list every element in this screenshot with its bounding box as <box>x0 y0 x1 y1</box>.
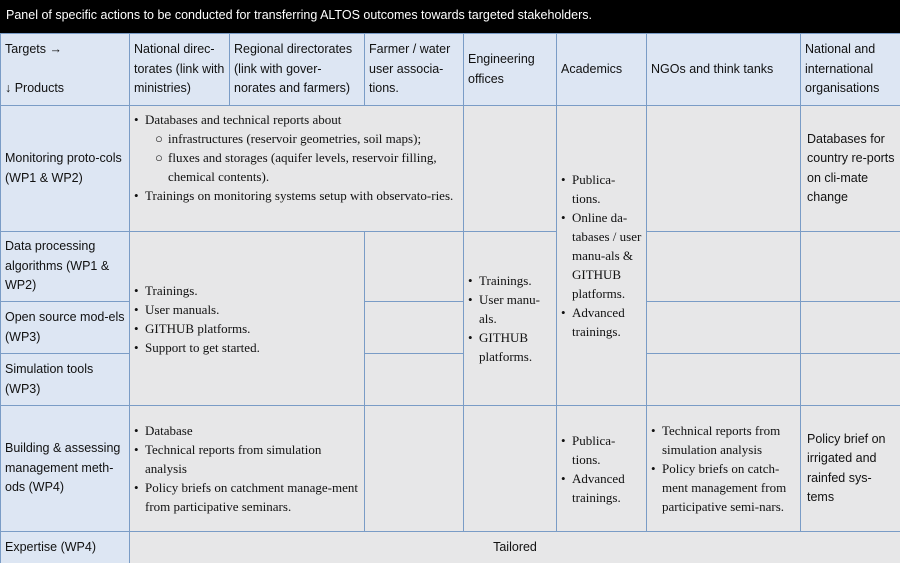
product-expertise: Expertise (WP4) <box>1 532 130 563</box>
cell-data-ngos <box>647 232 801 302</box>
list-item: • GITHUB platforms. <box>134 320 251 336</box>
actions-table <box>0 33 900 563</box>
cell-academics-main <box>557 106 647 406</box>
corner-header <box>1 34 130 106</box>
header-row <box>1 34 900 106</box>
cell-mgmt-academics <box>557 406 647 532</box>
list-item: • Publica-tions. <box>561 172 616 206</box>
cell-sim-ngos <box>647 354 801 406</box>
list-item: • User manu-als. <box>468 292 541 326</box>
list-item: • Publica-tions. <box>561 432 616 467</box>
row-expertise <box>1 532 900 563</box>
cell-open-farmers <box>365 302 464 354</box>
cell-data-farmers <box>365 232 464 302</box>
list-item: • Technical reports from simulation analysis <box>134 442 322 476</box>
list-item: • Policy briefs on catchment manage-ment from participative seminars. <box>134 480 358 514</box>
cell-mgmt-directorates <box>130 406 365 532</box>
mgmt-academics-list <box>561 431 642 507</box>
mgmt-list <box>134 421 360 516</box>
table-caption: Panel of specific actions to be conducted for transferring ALTOS outcomes towards targeted stakeholders. <box>0 0 900 33</box>
row-data-processing <box>1 232 900 302</box>
cell-data-international <box>801 232 900 302</box>
row-monitoring <box>1 106 900 232</box>
product-simulation-tools: Simulation tools (WP3) <box>1 354 130 406</box>
row-management <box>1 406 900 532</box>
cell-sim-farmers <box>365 354 464 406</box>
monitoring-sublist <box>145 129 459 186</box>
list-item: • Support to get started. <box>134 339 260 355</box>
list-item: ○ fluxes and storages (aquifer levels, reservoir filling, chemical contents). <box>155 150 437 184</box>
cell-mgmt-international: Policy brief on irrigated and rainfed sys-tems <box>801 406 900 532</box>
list-item: • Online da-tabases / user manu-als & GITHUB platforms. <box>561 210 642 301</box>
targets-label: Targets → <box>5 42 62 56</box>
academics-list <box>561 170 642 341</box>
cell-mgmt-farmers <box>365 406 464 532</box>
cell-expertise-tailored: Tailored <box>130 532 900 563</box>
cell-mgmt-engineering <box>464 406 557 532</box>
list-item: • GITHUB platforms. <box>468 330 533 364</box>
product-management-methods: Building & assessing management meth-ods (WP4) <box>1 406 130 532</box>
cell-monitoring-engineering <box>464 106 557 232</box>
cell-monitoring-directorates <box>130 106 464 232</box>
cell-monitoring-international: Databases for country re-ports on cli-mate change <box>801 106 900 232</box>
header-regional-directorates: Regional directorates (link with gover-norates and farmers) <box>230 34 365 106</box>
product-monitoring-protocols: Monitoring proto-cols (WP1 & WP2) <box>1 106 130 232</box>
header-farmer-associations: Farmer / water user associa-tions. <box>365 34 464 106</box>
cell-open-international <box>801 302 900 354</box>
cell-sim-international <box>801 354 900 406</box>
cell-mgmt-ngos <box>647 406 801 532</box>
list-item: • Advanced trainings. <box>561 470 625 505</box>
cell-tools-engineering <box>464 232 557 406</box>
mgmt-ngos-list <box>651 421 796 516</box>
header-academics: Academics <box>557 34 647 106</box>
list-item: • Advanced trainings. <box>561 305 625 339</box>
header-international-organisations: National and international organisations <box>801 34 900 106</box>
product-open-source-models: Open source mod-els (WP3) <box>1 302 130 354</box>
header-engineering-offices: Engineering offices <box>464 34 557 106</box>
list-item: ○ infrastructures (reservoir geometries, soil maps); <box>155 131 422 146</box>
monitoring-list <box>134 110 459 205</box>
header-national-directorates: National direc-torates (link with ministries) <box>130 34 230 106</box>
list-item: • Policy briefs on catch-ment management from participative semi-nars. <box>651 461 787 514</box>
cell-monitoring-ngos <box>647 106 801 232</box>
cell-tools-directorates <box>130 232 365 406</box>
list-item: • User manuals. <box>134 301 220 317</box>
list-item: • Trainings on monitoring systems setup with observato-ries. <box>134 188 454 203</box>
list-item: • Trainings. <box>134 282 198 298</box>
tools-list <box>134 281 360 357</box>
header-ngos: NGOs and think tanks <box>647 34 801 106</box>
product-data-processing: Data processing algorithms (WP1 & WP2) <box>1 232 130 302</box>
list-item: • Database <box>134 423 193 438</box>
list-item: • Trainings. <box>468 273 532 288</box>
list-item: • Technical reports from simulation analysis <box>651 423 781 457</box>
list-item: • Databases and technical reports about ○ infrastructures (reservoir geometries, soil maps); ○ fluxes and storages (aquifer levels, reservoir filling, chemical contents). <box>134 110 459 186</box>
cell-open-ngos <box>647 302 801 354</box>
products-label: ↓ Products <box>5 80 65 95</box>
engineering-list <box>468 271 552 366</box>
